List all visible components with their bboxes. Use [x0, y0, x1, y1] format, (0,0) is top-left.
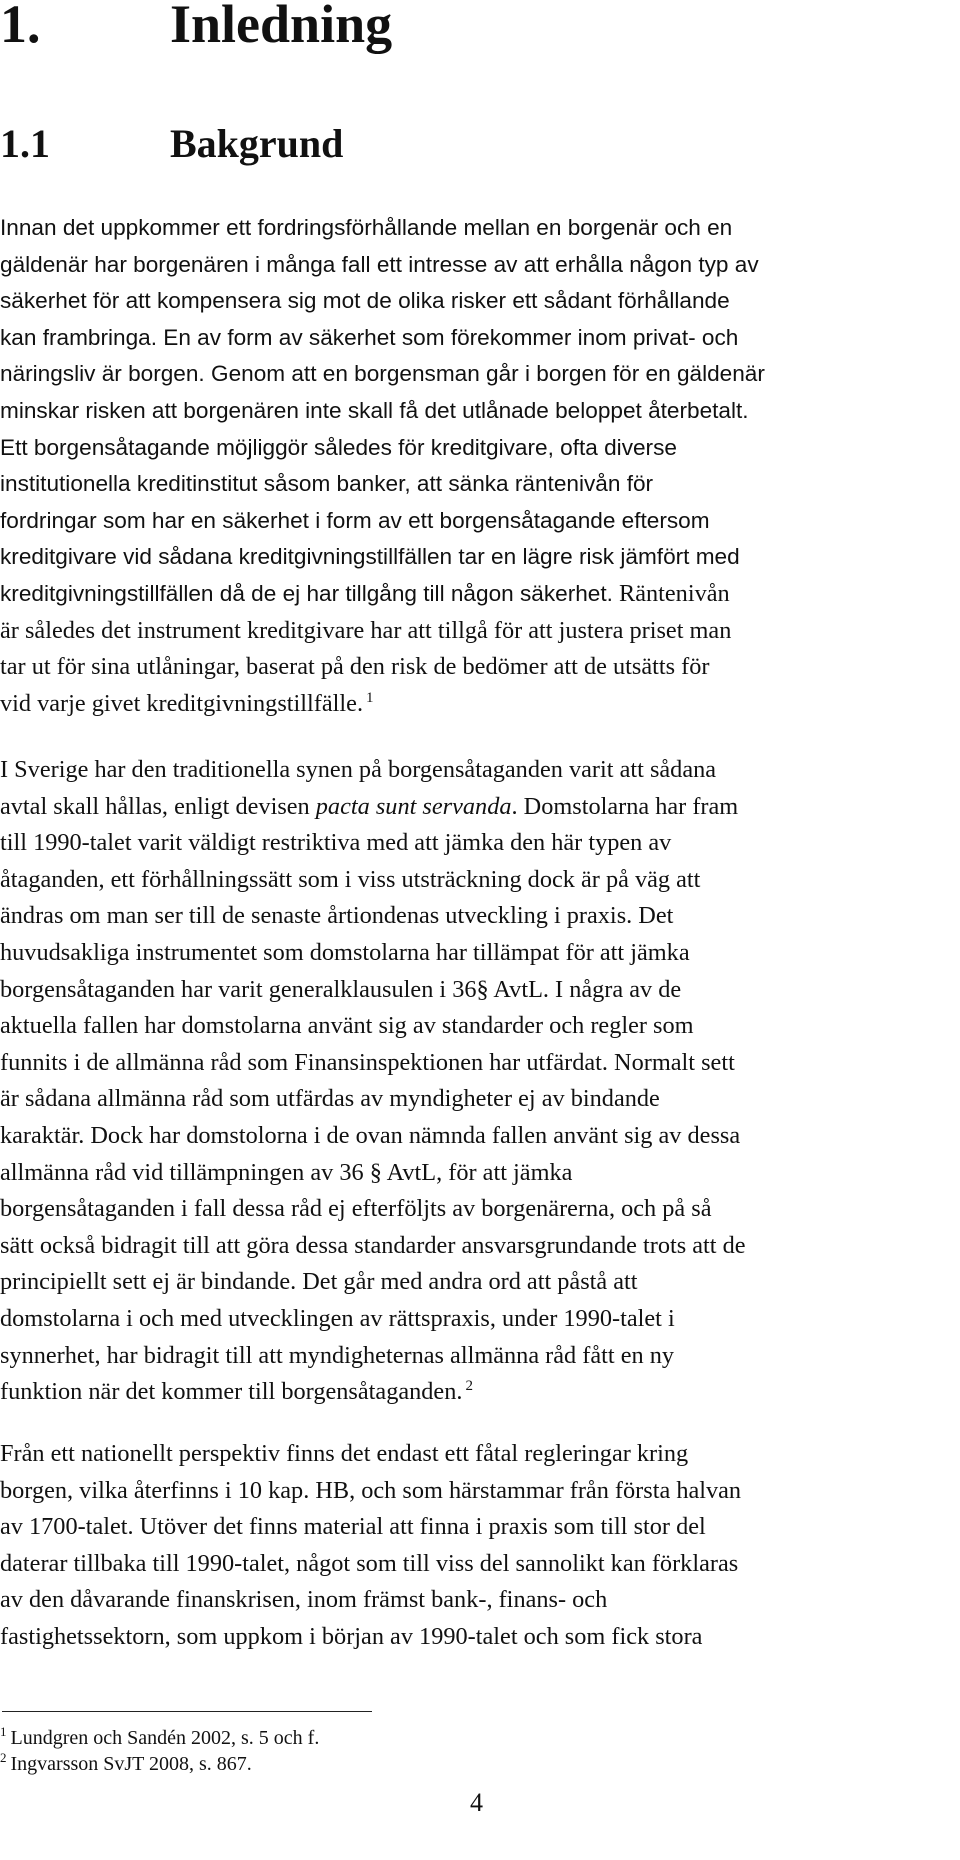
- text-span: kan frambringa.: [0, 324, 157, 350]
- text-line: Ett borgensåtagande möjliggör således för kreditgivare, ofta diverse: [0, 434, 677, 460]
- text-span: . Domstolarna har fram: [511, 792, 739, 820]
- text-span: Genom att en borgensman går i borgen för en gäldenär: [204, 361, 765, 387]
- paragraph-1: [0, 210, 765, 722]
- page-number: 4: [470, 1788, 483, 1817]
- footnote-separator: [2, 1711, 372, 1712]
- text-line: institutionella kreditinstitut såsom banker, att sänka räntenivån för: [0, 471, 654, 497]
- text-line: sätt också bidragit till att göra dessa standarder ansvarsgrundande trots att de: [0, 1231, 746, 1259]
- text-span: vid varje givet kreditgivningstillfälle.: [0, 689, 364, 717]
- chapter-heading: [0, 0, 392, 54]
- text-line: ändras om man ser till de senaste årtiondenas utveckling i praxis. Det: [0, 902, 674, 930]
- text-line: av 1700-talet. Utöver det finns material att finna i praxis som till stor del: [0, 1513, 706, 1541]
- text-span: avtal skall hållas, enligt devisen: [0, 792, 316, 820]
- text-line: borgensåtaganden har varit generalklausulen i 36§ AvtL. I några av de: [0, 975, 682, 1003]
- text-line: kreditgivare vid sådana kreditgivningstillfällen tar en lägre risk jämfört med: [0, 544, 740, 570]
- text-line: domstolarna i och med utvecklingen av rättspraxis, under 1990-talet i: [0, 1304, 675, 1332]
- text-line: huvudsakliga instrumentet som domstolarna har tillämpat för att jämka: [0, 938, 690, 966]
- text-span: funktion när det kommer till borgensåtaganden.: [0, 1378, 463, 1406]
- text-line: är sådana allmänna råd som utfärdas av myndigheter ej av bindande: [0, 1085, 660, 1113]
- text-line: borgensåtaganden i fall dessa råd ej efterföljts av borgenärerna, och på så: [0, 1195, 712, 1223]
- text-line: fordringar som har en säkerhet i form av ett borgensåtagande eftersom: [0, 507, 710, 533]
- section-heading: [0, 120, 343, 168]
- text-span: näringsliv är borgen.: [0, 361, 205, 387]
- text-line: säkerhet för att kompensera sig mot de olika risker ett sådant förhållande: [0, 288, 730, 314]
- text-line: Från ett nationellt perspektiv finns det endast ett fåtal regleringar kring: [0, 1440, 689, 1467]
- text-line: aktuella fallen har domstolarna använt sig av standarder och regler som: [0, 1012, 694, 1040]
- text-line: Innan det uppkommer ett fordringsförhållande mellan en borgenär och en: [0, 215, 733, 240]
- footnote-text: Ingvarsson SvJT 2008, s. 867.: [10, 1753, 252, 1775]
- text-line: är således det instrument kreditgivare har att tillgå för att justera priset man: [0, 616, 732, 644]
- chapter-number: 1.: [0, 0, 41, 54]
- text-line: minskar risken att borgenären inte skall få det utlånade beloppet återbetalt.: [0, 397, 749, 423]
- text-span: En av form av säkerhet som förekommer inom privat- och: [156, 324, 739, 350]
- text-line: synnerhet, har bidragit till att myndigheternas allmänna råd fått en ny: [0, 1341, 675, 1369]
- footnote-1: [0, 1726, 319, 1750]
- text-line: allmänna råd vid tillämpningen av 36 § AvtL, för att jämka: [0, 1158, 573, 1186]
- text-line: gäldenär har borgenären i många fall ett intresse av att erhålla någon typ av: [0, 251, 759, 277]
- chapter-title: Inledning: [170, 0, 393, 54]
- footnote-text: Lundgren och Sandén 2002, s. 5 och f.: [10, 1727, 320, 1749]
- latin-phrase: pacta sunt servanda: [315, 792, 512, 820]
- text-line: daterar tillbaka till 1990-talet, något som till viss del sannolikt kan förklaras: [0, 1549, 739, 1577]
- paragraph-2: [0, 752, 746, 1411]
- footnote-mark: 2: [0, 1750, 7, 1765]
- text-line: till 1990-talet varit väldigt restriktiva med att jämka den här typen av: [0, 829, 672, 857]
- text-span: kreditgivningstillfällen då de ej har tillgång till någon säkerhet.: [0, 580, 613, 606]
- text-line: I Sverige har den traditionella synen på borgensåtaganden varit att sådana: [0, 756, 717, 783]
- paragraph-3: [0, 1436, 741, 1656]
- section-number: 1.1: [0, 121, 50, 166]
- footnote-2: [0, 1752, 252, 1776]
- text-line: av den dåvarande finanskrisen, inom främst bank-, finans- och: [0, 1586, 608, 1614]
- text-line: funnits i de allmänna råd som Finansinspektionen har utfärdat. Normalt sett: [0, 1048, 735, 1076]
- section-title: Bakgrund: [170, 121, 344, 166]
- footnote-mark: 1: [0, 1724, 7, 1739]
- text-line: karaktär. Dock har domstolorna i de ovan nämnda fallen använt sig av dessa: [0, 1121, 741, 1149]
- text-line: borgen, vilka återfinns i 10 kap. HB, och som härstammar från första halvan: [0, 1476, 742, 1504]
- text-line: principiellt sett ej är bindande. Det går med andra ord att påstå att: [0, 1268, 638, 1296]
- footnote-ref-2[interactable]: 2: [465, 1378, 473, 1395]
- text-line: fastighetssektorn, som uppkom i början av 1990-talet och som fick stora: [0, 1622, 703, 1650]
- text-line: tar ut för sina utlåningar, baserat på den risk de bedömer att de utsätts för: [0, 653, 710, 681]
- text-line: åtaganden, ett förhållningssätt som i viss utsträckning dock är på väg att: [0, 865, 701, 893]
- text-span: Räntenivån: [612, 579, 730, 607]
- footnote-ref-1[interactable]: 1: [366, 689, 374, 706]
